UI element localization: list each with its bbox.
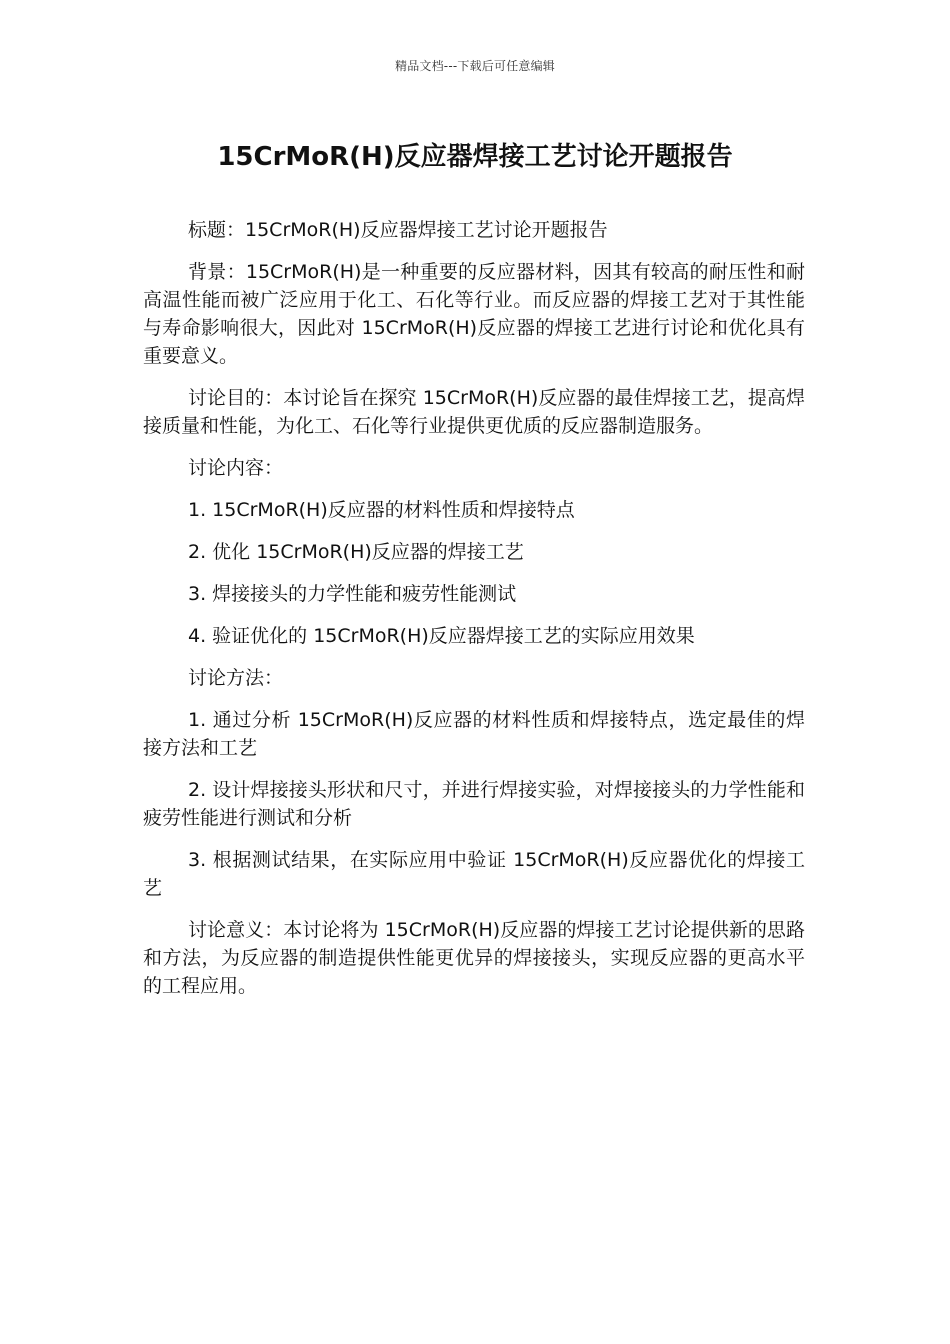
list-item-content-3: 3. 焊接接头的力学性能和疲劳性能测试 <box>188 583 517 605</box>
paragraph-heading-label: 标题：15CrMoR(H)反应器焊接工艺讨论开题报告 <box>188 219 608 241</box>
document-title: 15CrMoR(H)反应器焊接工艺讨论开题报告 <box>217 142 733 172</box>
list-item-content-1: 1. 15CrMoR(H)反应器的材料性质和焊接特点 <box>188 499 575 521</box>
header-note: 精品文档---下载后可任意编辑 <box>395 59 555 73</box>
list-item-content-4: 4. 验证优化的 15CrMoR(H)反应器焊接工艺的实际应用效果 <box>188 625 695 647</box>
list-item-method-3: 3. 根据测试结果，在实际应用中验证 15CrMoR(H)反应器优化的焊接工艺 <box>143 849 805 899</box>
list-item-method-2: 2. 设计焊接接头形状和尺寸，并进行焊接实验，对焊接接头的力学性能和疲劳性能进行测试和分析 <box>143 779 805 829</box>
paragraph-significance: 讨论意义：本讨论将为 15CrMoR(H)反应器的焊接工艺讨论提供新的思路和方法，为反应器的制造提供性能更优异的焊接接头，实现反应器的更高水平的工程应用。 <box>143 919 805 997</box>
paragraph-method-heading: 讨论方法： <box>188 667 284 689</box>
paragraph-content-heading: 讨论内容： <box>188 457 284 479</box>
paragraph-background: 背景：15CrMoR(H)是一种重要的反应器材料，因其有较高的耐压性和耐高温性能而被广泛应用于化工、石化等行业。而反应器的焊接工艺对于其性能与寿命影响很大，因此对 15CrMoR(H)反应器的焊接工艺进行讨论和优化具有重要意义。 <box>143 261 805 367</box>
list-item-method-1: 1. 通过分析 15CrMoR(H)反应器的材料性质和焊接特点，选定最佳的焊接方法和工艺 <box>143 709 805 759</box>
list-item-content-2: 2. 优化 15CrMoR(H)反应器的焊接工艺 <box>188 541 524 563</box>
document-body <box>143 216 805 1014</box>
paragraph-purpose: 讨论目的：本讨论旨在探究 15CrMoR(H)反应器的最佳焊接工艺，提高焊接质量和性能，为化工、石化等行业提供更优质的反应器制造服务。 <box>143 387 805 437</box>
